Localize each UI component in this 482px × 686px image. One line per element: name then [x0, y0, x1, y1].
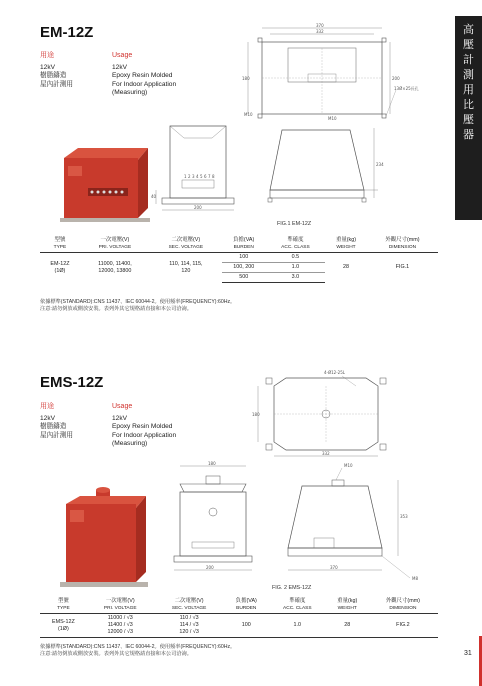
cell-burden: 100 — [222, 253, 266, 263]
cell-sec-voltage: 110, 114, 115, 120 — [169, 260, 203, 274]
col-label-en: ACC. CLASS — [281, 245, 310, 250]
cell-type: EMS-12Z (1Ø) — [40, 614, 87, 638]
cell-dimension: FIG.1 — [395, 264, 410, 271]
col-label-en: PRI. VOLTAGE — [103, 606, 137, 611]
dim-top-outer: 370 — [316, 23, 324, 28]
col-label-zh: 二次電壓(V) — [174, 598, 204, 604]
dim-slot: 13Ø×25長孔 — [394, 86, 419, 91]
col-label-zh: 準確度 — [287, 237, 304, 243]
col-label-en: ACC. CLASS — [283, 606, 312, 611]
col-label-en: SEC. VOLTAGE — [171, 606, 207, 611]
col-label-zh: 型號 — [54, 237, 66, 243]
cell-acc-class: 1.0 — [266, 263, 325, 273]
col-acc-class — [266, 236, 325, 253]
dim-bolt: M8 — [412, 576, 418, 581]
col-label-zh: 型號 — [57, 598, 69, 604]
note-caution: 注意:請勿倒放或側放安裝。表列外其它規格請直接和本公司洽詢。 — [40, 306, 192, 312]
side-tab-char: 測 — [463, 68, 474, 81]
terminal-label: 7 — [208, 174, 211, 179]
col-label-en: TYPE — [53, 245, 67, 250]
terminal-label: 3 — [192, 174, 195, 179]
fig1-side-view-drawing — [262, 124, 402, 220]
col-type — [40, 597, 87, 614]
usage-zh-line: 樹脂鑄造 — [40, 423, 67, 431]
col-label-zh: 重量(kg) — [335, 237, 357, 243]
dim-side-top: M10 — [344, 463, 353, 468]
col-label-en: BURDEN — [236, 606, 257, 611]
col-pri-voltage — [87, 597, 154, 614]
usage-en-label: Usage — [112, 403, 133, 410]
terminal-label: 6 — [204, 174, 207, 179]
col-label-en: BURDEN — [233, 245, 254, 250]
spec-table-ems12z — [40, 597, 438, 638]
dim-top-left: 180 — [242, 76, 250, 81]
terminal-label: 2 — [188, 174, 191, 179]
side-tab-char: 比 — [463, 98, 474, 111]
col-label-zh: 一次電壓(V) — [100, 237, 130, 243]
cell-acc-class: 1.0 — [268, 614, 327, 638]
usage-en-line: (Measuring) — [112, 440, 148, 448]
product-photo-ems12z — [58, 484, 150, 590]
usage-en — [112, 52, 176, 98]
dim-side-height: 234 — [376, 162, 384, 167]
col-label-zh: 負擔(VA) — [235, 598, 257, 604]
spec-table-em12z — [40, 236, 438, 283]
cell-pri-voltage: 11000 / √3 11400 / √3 12000 / √3 — [87, 614, 154, 638]
fig2-side-view-drawing — [278, 462, 434, 580]
dim-side-height: 353 — [400, 514, 408, 519]
col-type — [40, 236, 80, 253]
cell-weight: 28 — [343, 264, 349, 271]
terminal-label: 4 — [196, 174, 199, 179]
dim-top-holes: 4-Ø12-25L — [324, 370, 345, 375]
dim-top-width: 332 — [322, 451, 330, 456]
usage-zh-line: 屋內計測用 — [40, 80, 73, 88]
side-tab-char: 用 — [463, 83, 474, 96]
note-standard: 依據標準(STANDARD):CNS 11437、IEC 60044-2。使用頻率(FREQUENCY):60Hz。 — [40, 299, 236, 305]
col-label-zh: 準確度 — [289, 598, 306, 604]
usage-en-line: For Indoor Application — [112, 431, 177, 439]
terminal-label: 5 — [200, 174, 203, 179]
fig1-terminal-labels — [184, 174, 215, 179]
usage-en-line: Epoxy Resin Molded — [112, 423, 173, 431]
col-label-en: SEC. VOLTAGE — [168, 245, 204, 250]
col-burden — [222, 236, 266, 253]
col-label-zh: 一次電壓(V) — [105, 598, 135, 604]
page-number: 31 — [464, 650, 472, 657]
spec-notes — [40, 644, 235, 658]
col-pri-voltage — [80, 236, 150, 253]
col-weight — [327, 597, 368, 614]
col-label-en: PRI. VOLTAGE — [98, 245, 132, 250]
col-label-zh: 負擔(VA) — [233, 237, 255, 243]
cell-weight: 28 — [327, 614, 368, 638]
note-standard: 依據標準(STANDARD):CNS 11437、IEC 60044-2。使用頻率(FREQUENCY):60Hz。 — [40, 644, 236, 650]
side-tab-char: 壓 — [463, 38, 474, 51]
side-tab-char: 壓 — [463, 113, 474, 126]
product-title: EMS-12Z — [40, 374, 104, 391]
cell-pri-voltage: 11000, 11400, 12000, 13800 — [98, 260, 132, 274]
usage-en — [112, 403, 176, 449]
col-label-en: TYPE — [57, 606, 70, 611]
note-caution: 注意:請勿倒放或側放安裝。表列外其它規格請直接和本公司洽詢。 — [40, 651, 192, 657]
cell-acc-class: 3.0 — [266, 273, 325, 283]
usage-zh — [40, 403, 73, 440]
usage-en-line: 12kV — [112, 63, 128, 71]
table-row — [40, 253, 438, 263]
dim-front-width: 200 — [206, 565, 214, 570]
product-title: EM-12Z — [40, 24, 94, 41]
col-weight — [325, 236, 367, 253]
col-label-en: WEIGHT — [336, 245, 356, 250]
col-sec-voltage — [154, 597, 225, 614]
dim-top-right: 200 — [392, 76, 400, 81]
cell-sec-voltage: 110 / √3 114 / √3 120 / √3 — [154, 614, 225, 638]
cell-acc-class: 0.5 — [266, 253, 325, 263]
col-label-zh: 外觀尺寸(mm) — [385, 598, 420, 604]
usage-zh-label: 用途 — [40, 403, 54, 410]
col-dimension — [368, 597, 438, 614]
cell-burden: 100 — [225, 614, 268, 638]
cell-type: EM-12Z (1Ø) — [50, 260, 70, 274]
dim-front-top: 180 — [208, 461, 216, 466]
table-header-row — [40, 236, 438, 253]
spec-notes — [40, 299, 235, 313]
side-tab-char: 器 — [463, 128, 474, 141]
usage-zh-line: 屋內計測用 — [40, 431, 73, 439]
col-label-en: DIMENSION — [389, 606, 417, 611]
col-label-zh: 外觀尺寸(mm) — [385, 237, 420, 243]
usage-en-line: (Measuring) — [112, 89, 148, 97]
col-burden — [225, 597, 268, 614]
side-tab-char: 計 — [463, 53, 474, 66]
table-header-row — [40, 597, 438, 614]
figure-caption: FIG. 2 EMS-12Z — [272, 585, 312, 591]
col-acc-class — [268, 597, 327, 614]
table-row — [40, 614, 438, 638]
cell-dimension: FIG.2 — [368, 614, 438, 638]
usage-zh-line: 12kV — [40, 414, 56, 422]
terminal-label: 8 — [212, 174, 215, 179]
dim-front-height: 40 — [151, 194, 157, 199]
terminal-label: 1 — [184, 174, 187, 179]
dim-top-inner: 332 — [316, 29, 324, 34]
product-photo-em12z — [58, 144, 150, 224]
usage-zh-line: 12kV — [40, 63, 56, 71]
col-label-zh: 重量(kg) — [337, 598, 358, 604]
section-side-tab — [455, 16, 482, 220]
figure-caption: FIG.1 EM-12Z — [277, 221, 312, 227]
dim-side-width: 370 — [330, 565, 338, 570]
col-dimension — [367, 236, 438, 253]
fig2-top-view-drawing — [252, 368, 402, 460]
dim-bolt-bottom: M10 — [328, 116, 337, 121]
col-label-zh: 二次電壓(V) — [171, 237, 201, 243]
cell-burden: 500 — [222, 273, 266, 283]
usage-en-line: Epoxy Resin Molded — [112, 72, 173, 80]
usage-zh-label: 用途 — [40, 52, 54, 59]
section-side-tab-label — [455, 16, 482, 142]
usage-en-line: 12kV — [112, 414, 128, 422]
dim-top-side: 180 — [252, 412, 260, 417]
col-label-en: DIMENSION — [388, 245, 417, 250]
usage-zh-line: 樹脂鑄造 — [40, 72, 67, 80]
fig1-top-view-drawing — [240, 24, 440, 124]
cell-burden: 100, 200 — [222, 263, 266, 273]
side-tab-char: 高 — [463, 23, 474, 36]
usage-en-line: For Indoor Application — [112, 80, 177, 88]
fig2-front-view-drawing — [166, 462, 266, 580]
col-label-en: WEIGHT — [337, 606, 357, 611]
col-sec-voltage — [150, 236, 222, 253]
dim-bolt-left: M10 — [244, 112, 253, 117]
usage-zh — [40, 52, 73, 89]
fig1-front-view-drawing — [150, 120, 250, 220]
dim-front-width: 200 — [194, 205, 202, 210]
usage-en-label: Usage — [112, 52, 133, 59]
